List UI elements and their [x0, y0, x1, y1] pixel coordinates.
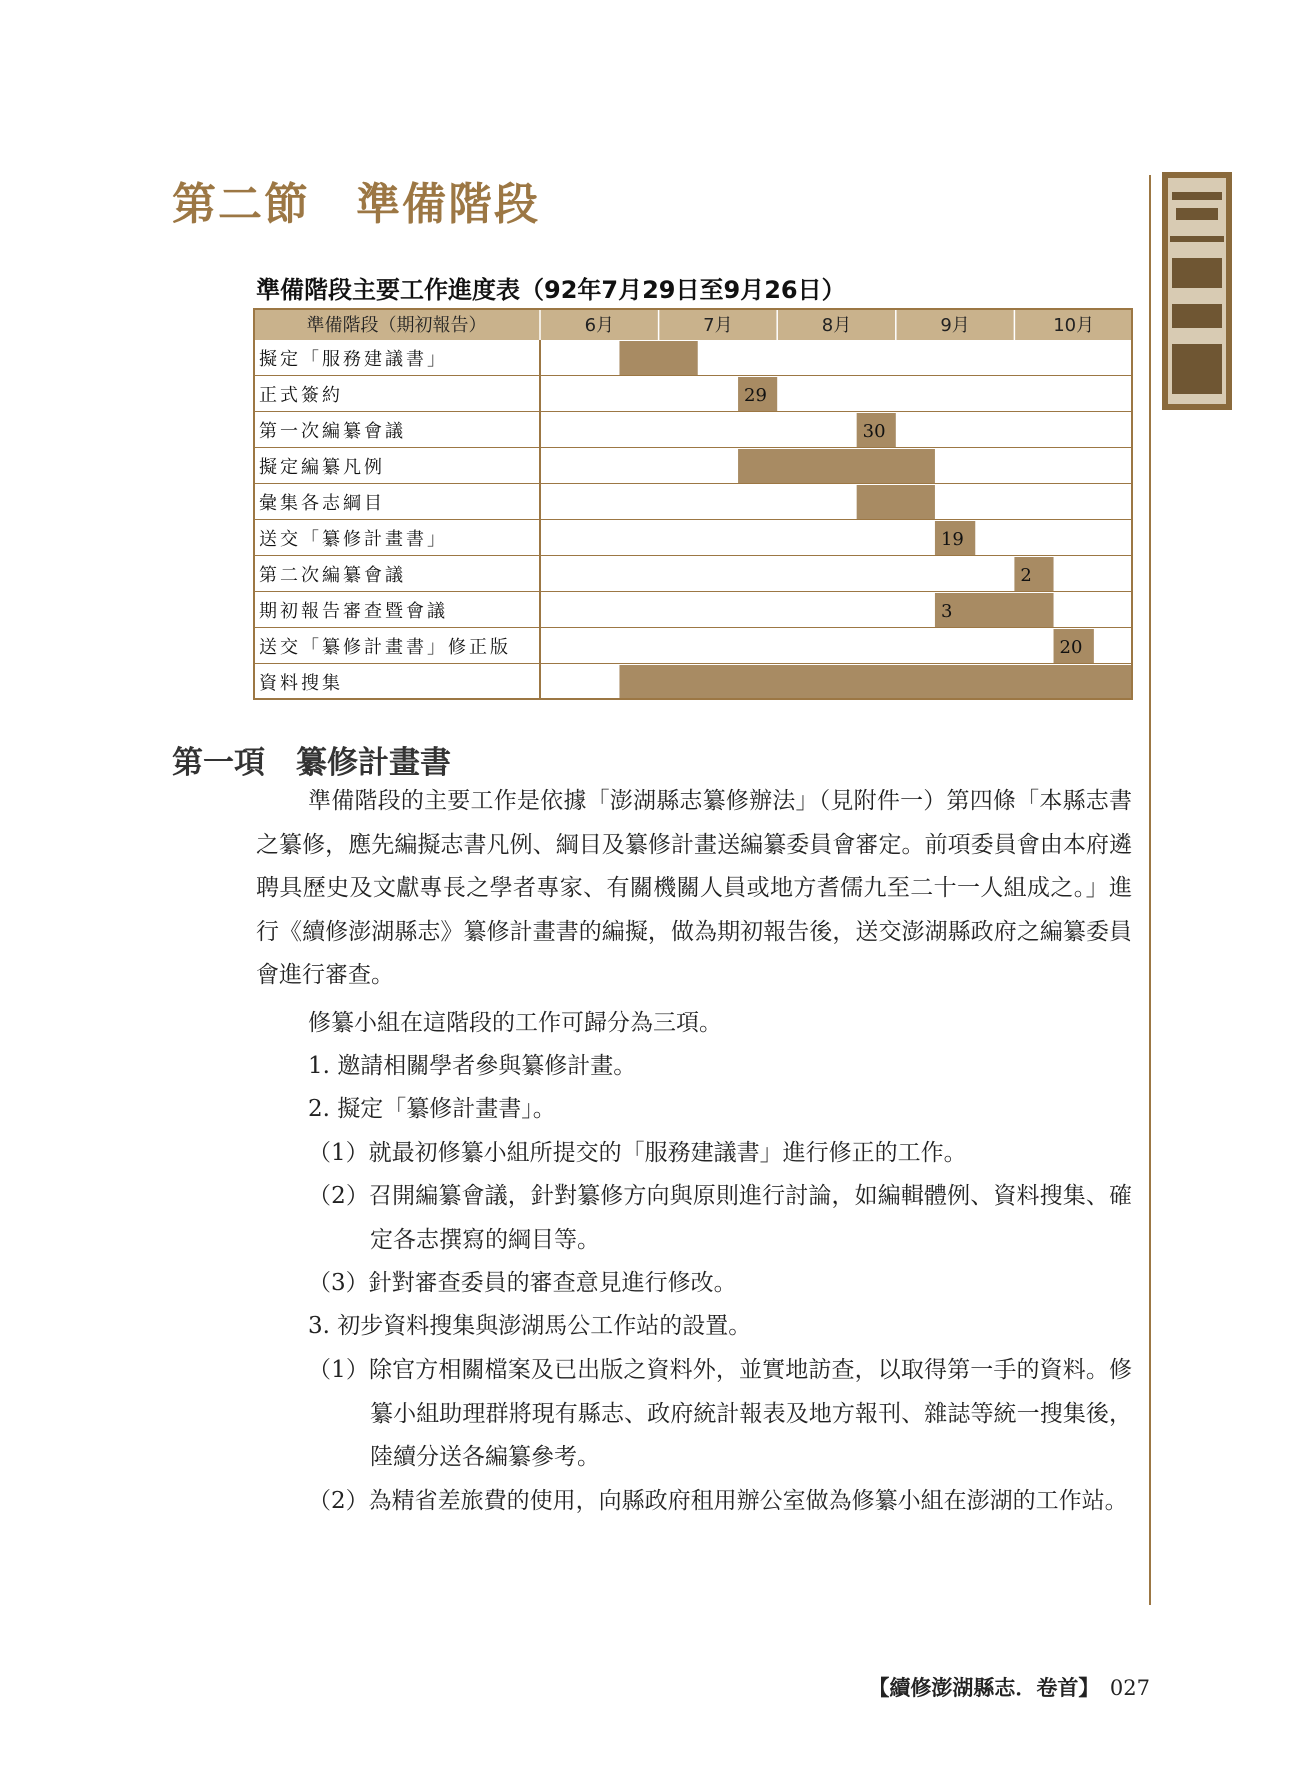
table-row-bg — [253, 484, 1133, 520]
bar-date-label: 20 — [1059, 637, 1083, 658]
list-item-3-2: （2）為精省差旅費的使用，向縣政府租用辦公室做為修纂小組在澎湖的工作站。 — [308, 1488, 1128, 1514]
month-header: 8月 — [821, 315, 852, 336]
list-item-3: 3. 初步資料搜集與澎湖馬公工作站的設置。 — [308, 1313, 752, 1339]
task-label: 彙集各志綱目 — [259, 493, 385, 514]
gantt-bar — [619, 665, 1133, 699]
paragraph-1: 準備階段的主要工作是依據「澎湖縣志纂修辦法」（見附件一）第四條「本縣志書之纂修，應先編擬志書凡例、綱目及纂修計畫送編纂委員會審定。前項委員會由本府遴聘具歷史及文獻專長之學者專家、有關機關人員或地方耆儒九至二十一人組成之。」進行《續修澎湖縣志》纂修計畫書的編擬，做為期初報告後，送交澎湖縣政府之編纂委員會進行審查。 — [256, 788, 1132, 988]
month-header: 9月 — [940, 315, 970, 336]
list-item-3-1: （1）除官方相關檔案及已出版之資料外，並實地訪查，以取得第一手的資料。修纂小組助理群將現有縣志、政府統計報表及地方報刊、雜誌等統一搜集後，陸續分送各編纂參考。 — [308, 1357, 1132, 1470]
list-item-2-3: （3）針對審查委員的審查意見進行修改。 — [308, 1270, 737, 1296]
task-label: 擬定「服務建議書」 — [259, 349, 448, 370]
bar-date-label: 30 — [862, 421, 886, 442]
gantt-bar — [619, 341, 697, 375]
page-footer — [868, 1672, 1150, 1702]
bar-date-label: 3 — [940, 601, 953, 622]
schedule-table — [253, 308, 1133, 700]
list-item-2: 2. 擬定「纂修計畫書」。 — [308, 1096, 556, 1122]
bar-date-label: 19 — [940, 529, 964, 550]
page-number: 027 — [1109, 1676, 1150, 1700]
task-label: 資料搜集 — [259, 673, 343, 694]
month-header: 7月 — [703, 315, 733, 336]
gantt-bar — [935, 593, 1054, 627]
table-row-bg — [253, 448, 1133, 484]
paragraph-2: 修纂小組在這階段的工作可歸分為三項。 — [308, 1010, 722, 1036]
bar-date-label: 2 — [1020, 565, 1032, 586]
list-item-1: 1. 邀請相關學者參與纂修計畫。 — [308, 1053, 637, 1079]
list-item-2-1: （1）就最初修纂小組所提交的「服務建議書」進行修正的工作。 — [308, 1140, 967, 1166]
table-row-bg — [253, 376, 1133, 412]
subsection-title: 第一項 纂修計畫書 — [172, 745, 451, 781]
task-label: 第二次編纂會議 — [259, 565, 406, 586]
gantt-bar — [857, 485, 935, 519]
footer-book-title: 【續修澎湖縣志．卷首】 — [868, 1675, 1089, 1700]
table-caption: 準備階段主要工作進度表（92年7月29日至9月26日） — [256, 276, 846, 304]
task-label: 期初報告審查暨會議 — [259, 601, 448, 622]
month-header: 10月 — [1053, 315, 1095, 336]
month-header: 6月 — [584, 315, 615, 336]
task-label: 擬定編纂凡例 — [259, 457, 385, 478]
margin-rule — [1149, 175, 1151, 1605]
bar-date-label: 29 — [744, 385, 767, 406]
table-header-label: 準備階段（期初報告） — [306, 315, 487, 336]
list-item-2-2: （2）召開編纂會議，針對纂修方向與原則進行討論，如編輯體例、資料搜集、確定各志撰寫的綱目等。 — [308, 1183, 1132, 1253]
section-title: 第二節 準備階段 — [172, 179, 540, 230]
task-label: 第一次編纂會議 — [259, 421, 406, 442]
task-label: 送交「纂修計畫書」 — [259, 529, 448, 550]
temple-thumbnail-image — [1162, 172, 1232, 410]
gantt-bar — [738, 449, 935, 483]
task-label: 正式簽約 — [259, 385, 343, 406]
schedule-table-svg — [253, 308, 1133, 700]
task-label: 送交「纂修計畫書」修正版 — [259, 637, 511, 658]
